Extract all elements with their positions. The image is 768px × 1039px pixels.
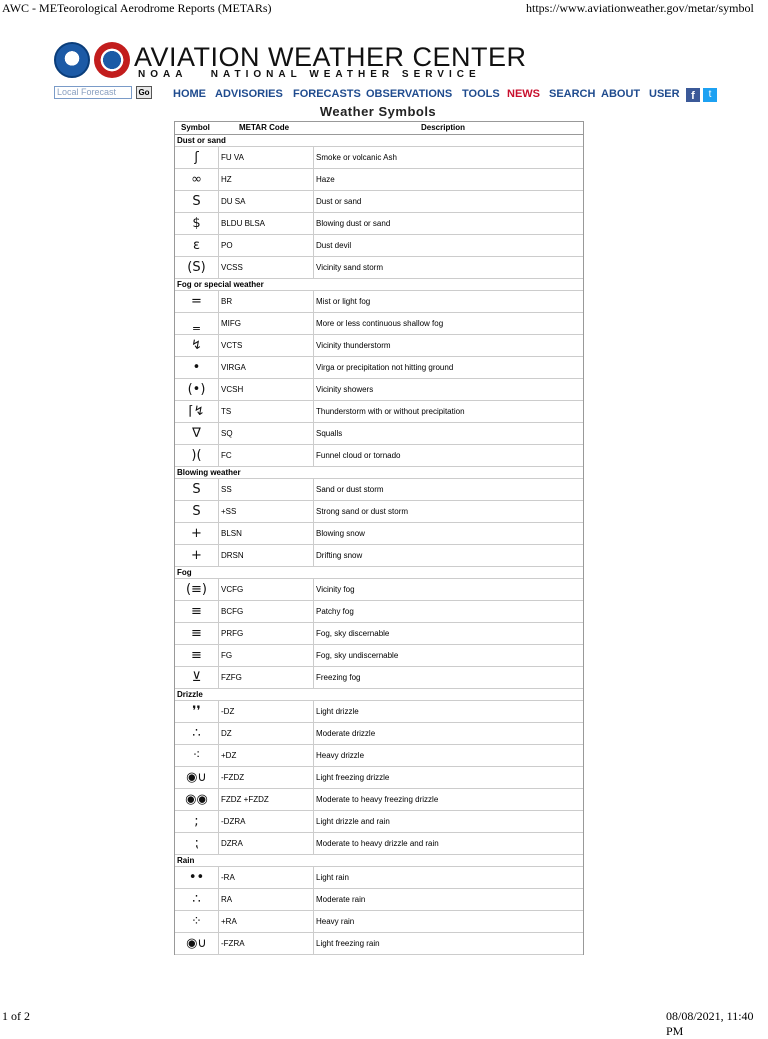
table-row <box>175 745 583 767</box>
weather-symbol-icon: + <box>175 545 219 566</box>
weather-symbol-icon: ∴ <box>175 723 219 744</box>
table-row <box>175 623 583 645</box>
table-row <box>175 335 583 357</box>
metar-code: BCFG <box>221 601 314 622</box>
description: Freezing fog <box>316 673 361 682</box>
header-description: Description <box>421 123 466 132</box>
description: Light freezing drizzle <box>316 773 390 782</box>
table-row <box>175 933 583 955</box>
weather-symbol-icon: ⊻ <box>175 667 219 688</box>
table-row <box>175 767 583 789</box>
facebook-icon[interactable]: f <box>686 88 700 102</box>
weather-symbol-icon: ≡ <box>175 601 219 622</box>
table-row <box>175 235 583 257</box>
nav-about[interactable]: ABOUT <box>601 88 641 100</box>
nav-home[interactable]: HOME <box>173 88 206 100</box>
table-row <box>175 423 583 445</box>
metar-code: BLSN <box>221 523 314 544</box>
metar-code: FZFG <box>221 667 314 688</box>
metar-code: VCSS <box>221 257 314 278</box>
table-row <box>175 379 583 401</box>
metar-code: MIFG <box>221 313 314 334</box>
weather-symbol-icon: ∞ <box>175 169 219 190</box>
metar-code: VIRGA <box>221 357 314 378</box>
metar-code: +RA <box>221 911 314 932</box>
metar-code: -RA <box>221 867 314 888</box>
table-row <box>175 601 583 623</box>
weather-symbol-icon: S <box>175 191 219 212</box>
description: Thunderstorm with or without precipitation <box>316 407 465 416</box>
header-symbol: Symbol <box>181 123 210 132</box>
weather-symbol-icon: (S) <box>175 257 219 278</box>
table-row <box>175 911 583 933</box>
weather-symbol-icon: = <box>175 291 219 312</box>
description: Dust or sand <box>316 197 362 206</box>
description: Heavy rain <box>316 917 355 926</box>
table-row <box>175 257 583 279</box>
description: Heavy drizzle <box>316 751 365 760</box>
metar-code: VCFG <box>221 579 314 600</box>
description: More or less continuous shallow fog <box>316 319 444 328</box>
local-forecast-input[interactable]: Local Forecast <box>54 86 132 99</box>
table-row <box>175 191 583 213</box>
weather-symbol-icon: ∇ <box>175 423 219 444</box>
table-row <box>175 501 583 523</box>
print-footer <box>0 1007 768 1038</box>
nav-news[interactable]: NEWS <box>507 88 540 100</box>
nav-forecasts[interactable]: FORECASTS <box>293 88 361 100</box>
weather-symbol-icon: (•) <box>175 379 219 400</box>
weather-symbol-icon: ∴ <box>175 889 219 910</box>
metar-code: PO <box>221 235 314 256</box>
description: Blowing snow <box>316 529 365 538</box>
table-row <box>175 645 583 667</box>
metar-code: DZRA <box>221 833 314 854</box>
description: Vicinity showers <box>316 385 374 394</box>
description: Moderate to heavy freezing drizzle <box>316 795 439 804</box>
section-heading: Fog or special weather <box>175 279 583 291</box>
table-row <box>175 667 583 689</box>
nws-logo-icon[interactable] <box>94 42 130 78</box>
site-title[interactable]: AVIATION WEATHER CENTER <box>134 42 527 72</box>
section-heading: Fog <box>175 567 583 579</box>
print-timestamp: 08/08/2021, 11:40 PM <box>666 1009 754 1038</box>
section-heading: Rain <box>175 855 583 867</box>
site-subtitle <box>138 69 481 80</box>
description: Virga or precipitation not hitting ground <box>316 363 454 372</box>
weather-symbol-icon: • <box>175 357 219 378</box>
weather-symbol-icon: ❜❜ <box>175 701 219 722</box>
weather-symbol-icon: ≡ <box>175 623 219 644</box>
metar-code: -DZ <box>221 701 314 722</box>
weather-symbol-icon: ↯ <box>175 335 219 356</box>
page-indicator: 1 of 2 <box>2 1009 30 1023</box>
weather-symbol-icon: S <box>175 501 219 522</box>
table-row <box>175 169 583 191</box>
table-row <box>175 545 583 567</box>
metar-code: SS <box>221 479 314 500</box>
weather-symbol-icon: ≡ <box>175 645 219 666</box>
description: Dust devil <box>316 241 352 250</box>
weather-symbol-icon: ʃ <box>175 147 219 168</box>
description: Mist or light fog <box>316 297 371 306</box>
description: Squalls <box>316 429 343 438</box>
nav-tools[interactable]: TOOLS <box>462 88 500 100</box>
weather-symbol-icon: (≡) <box>175 579 219 600</box>
description: Strong sand or dust storm <box>316 507 409 516</box>
table-header <box>175 121 583 135</box>
weather-symbol-icon: $ <box>175 213 219 234</box>
description: Fog, sky discernable <box>316 629 390 638</box>
metar-code: +SS <box>221 501 314 522</box>
metar-code: FG <box>221 645 314 666</box>
page-url[interactable]: https://www.aviationweather.gov/metar/symbol <box>526 1 754 15</box>
description: Light drizzle <box>316 707 359 716</box>
metar-code: BR <box>221 291 314 312</box>
twitter-icon[interactable]: t <box>703 88 717 102</box>
section-heading: Drizzle <box>175 689 583 701</box>
metar-code: -FZDZ <box>221 767 314 788</box>
metar-code: DZ <box>221 723 314 744</box>
weather-symbol-icon: S <box>175 479 219 500</box>
description: Vicinity sand storm <box>316 263 383 272</box>
weather-symbol-icon: )( <box>175 445 219 466</box>
table-row <box>175 479 583 501</box>
metar-code: BLDU BLSA <box>221 213 314 234</box>
weather-symbol-icon: ◉∪ <box>175 933 219 954</box>
table-row <box>175 357 583 379</box>
metar-code: DRSN <box>221 545 314 566</box>
description: Funnel cloud or tornado <box>316 451 401 460</box>
description: Drifting snow <box>316 551 363 560</box>
weather-symbol-icon: ⁘ <box>175 911 219 932</box>
description: Light rain <box>316 873 349 882</box>
table-row <box>175 723 583 745</box>
table-row <box>175 523 583 545</box>
table-row <box>175 313 583 335</box>
nav-search[interactable]: SEARCH <box>549 88 596 100</box>
subtitle-noaa: NOAA <box>138 69 188 80</box>
subtitle-nws: NATIONAL WEATHER SERVICE <box>210 69 481 80</box>
table-row <box>175 789 583 811</box>
metar-code: FC <box>221 445 314 466</box>
description: Smoke or volcanic Ash <box>316 153 397 162</box>
weather-symbol-icon: ◉◉ <box>175 789 219 810</box>
page-title: Weather Symbols <box>319 104 437 119</box>
tab-title: AWC - METeorological Aerodrome Reports (METARs) <box>2 1 272 15</box>
section-heading: Dust or sand <box>175 135 583 147</box>
metar-code: HZ <box>221 169 314 190</box>
header-metar-code: METAR Code <box>239 123 290 132</box>
metar-code: -FZRA <box>221 933 314 954</box>
description: Blowing dust or sand <box>316 219 391 228</box>
weather-symbol-icon: ⁖ <box>175 745 219 766</box>
description: Patchy fog <box>316 607 354 616</box>
description: Sand or dust storm <box>316 485 384 494</box>
metar-code: PRFG <box>221 623 314 644</box>
description: Moderate drizzle <box>316 729 376 738</box>
table-row <box>175 811 583 833</box>
weather-symbol-icon: ; <box>175 811 219 832</box>
table-row <box>175 579 583 601</box>
section-heading: Blowing weather <box>175 467 583 479</box>
description: Moderate to heavy drizzle and rain <box>316 839 439 848</box>
description: Light freezing rain <box>316 939 380 948</box>
metar-code: FU VA <box>221 147 314 168</box>
print-header <box>0 0 768 16</box>
table-row <box>175 401 583 423</box>
table-row <box>175 833 583 855</box>
nav-advisories[interactable]: ADVISORIES <box>215 88 283 100</box>
table-row <box>175 291 583 313</box>
description: Vicinity thunderstorm <box>316 341 391 350</box>
go-button[interactable]: Go <box>136 86 152 99</box>
weather-symbol-icon: ‗ <box>175 313 219 334</box>
metar-code: SQ <box>221 423 314 444</box>
table-row <box>175 445 583 467</box>
description: Light drizzle and rain <box>316 817 390 826</box>
metar-code: FZDZ +FZDZ <box>221 789 314 810</box>
weather-symbol-icon: + <box>175 523 219 544</box>
table-row <box>175 701 583 723</box>
noaa-logo-icon[interactable] <box>54 42 90 78</box>
metar-code: TS <box>221 401 314 422</box>
table-row <box>175 213 583 235</box>
metar-code: VCSH <box>221 379 314 400</box>
description: Moderate rain <box>316 895 366 904</box>
metar-code: -DZRA <box>221 811 314 832</box>
description: Haze <box>316 175 335 184</box>
description: Fog, sky undiscernable <box>316 651 399 660</box>
metar-code: VCTS <box>221 335 314 356</box>
table-row <box>175 867 583 889</box>
nav-user[interactable]: USER <box>649 88 680 100</box>
weather-symbol-icon: ε <box>175 235 219 256</box>
weather-symbols-table <box>174 121 584 955</box>
nav-observations[interactable]: OBSERVATIONS <box>366 88 453 100</box>
table-row <box>175 889 583 911</box>
weather-symbol-icon: •• <box>175 867 219 888</box>
metar-code: RA <box>221 889 314 910</box>
weather-symbol-icon: ◉∪ <box>175 767 219 788</box>
metar-code: DU SA <box>221 191 314 212</box>
weather-symbol-icon: ⁏ <box>175 833 219 854</box>
table-row <box>175 147 583 169</box>
metar-code: +DZ <box>221 745 314 766</box>
weather-symbol-icon: ⌈↯ <box>175 401 219 422</box>
description: Vicinity fog <box>316 585 355 594</box>
